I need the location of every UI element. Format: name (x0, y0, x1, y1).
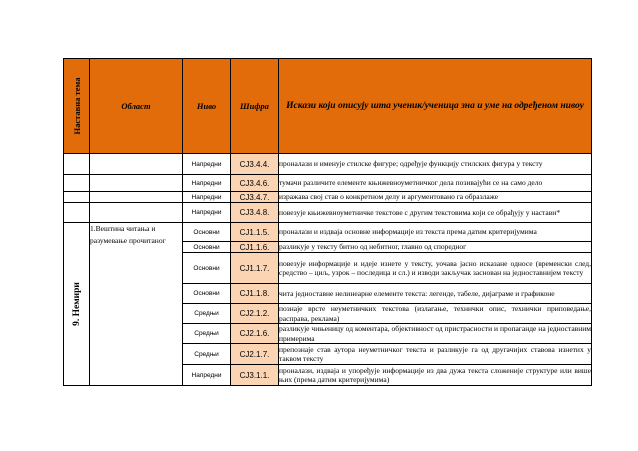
theme-empty-cell (64, 203, 90, 223)
header-code: Шифра (231, 59, 279, 154)
level-cell: Средњи (183, 304, 231, 324)
table-row (64, 223, 592, 242)
level-cell: Средњи (183, 324, 231, 344)
level-cell: Напредни (183, 154, 231, 175)
description-cell: проналази и именује стилске фигуре; одређује функцију стилских фигура у тексту (279, 154, 592, 175)
description-cell: познаје врсте неуметничких текстова (излагање, технички опис, технички приповедање, расправа, реклама) (279, 304, 591, 323)
area-empty-cell (90, 175, 183, 192)
table-row (64, 203, 592, 223)
description-cell: проналази, издваја и упоређује информације из два дужа текста сложеније структуре или више њих (према датим критеријумима) (279, 365, 591, 384)
standards-table (63, 58, 592, 386)
description-cell: повезује информације и идеје изнете у тексту, уочава јасно исказане односе (временски след, средство – циљ, узрок – последица и сл.) и изводи закључак заснован на једноставнијем тексту (279, 253, 592, 284)
description-cell: препознаје став аутора неуметничког текста и разликује га од другачијих ставова изнетих у таквом тексту (279, 344, 591, 363)
level-cell: Основни (183, 223, 231, 242)
level-cell: Основни (183, 242, 231, 253)
theme-label: 9. Немири (71, 282, 82, 326)
theme-cell (64, 223, 90, 386)
code-cell: СЈ3.1.1. (231, 365, 279, 386)
header-row (64, 59, 592, 154)
code-cell: СЈ3.4.7. (231, 192, 279, 203)
header-theme-label: Наставна тема (71, 77, 82, 135)
theme-empty-cell (64, 175, 90, 192)
table-row (64, 154, 592, 175)
description-cell: повезује књижевноуметничке текстове с другим текстовима који се обрађују у настави* (279, 203, 592, 223)
area-empty-cell (90, 154, 183, 175)
code-cell: СЈ3.4.4. (231, 154, 279, 175)
code-cell: СЈ3.4.6. (231, 175, 279, 192)
header-theme (64, 59, 90, 154)
table-row (64, 192, 592, 203)
theme-empty-cell (64, 154, 90, 175)
theme-empty-cell (64, 192, 90, 203)
code-cell: СЈ1.1.7. (231, 253, 279, 284)
table-row (64, 175, 592, 192)
description-cell: разликује у тексту битно од небитног, главно од споредног (279, 242, 592, 253)
area-empty-cell (90, 203, 183, 223)
code-cell: СЈ1.1.6. (231, 242, 279, 253)
area-cell: 1.Вештина читања и разумевање прочитаног (90, 223, 183, 386)
area-empty-cell (90, 192, 183, 203)
code-cell: СЈ1.1.8. (231, 284, 279, 304)
description-cell: разликује чињеницу од коментара, објективност од пристрасности и пропаганде на једноставним примерима (279, 324, 591, 343)
code-cell: СЈ2.1.6. (231, 324, 279, 344)
level-cell: Напредни (183, 365, 231, 386)
description-cell: изражава свој став о конкретном делу и аргументовано га образлаже (279, 192, 592, 203)
header-level: Ниво (183, 59, 231, 154)
level-cell: Основни (183, 253, 231, 284)
code-cell: СЈ2.1.7. (231, 344, 279, 365)
level-cell: Средњи (183, 344, 231, 365)
header-area: Област (90, 59, 183, 154)
level-cell: Основни (183, 284, 231, 304)
code-cell: СЈ3.4.8. (231, 203, 279, 223)
level-cell: Напредни (183, 203, 231, 223)
description-cell: тумачи различите елементе књижевноуметничког дела позивајући се на само дело (279, 175, 592, 192)
code-cell: СЈ2.1.2. (231, 304, 279, 324)
description-cell: проналази и издваја основне информације из текста према датим критеријумима (279, 223, 592, 242)
level-cell: Напредни (183, 175, 231, 192)
level-cell: Напредни (183, 192, 231, 203)
header-description: Искази који описују шта ученик/ученица зна и уме на одређеном нивоу (279, 59, 592, 154)
description-cell: чита једноставне нелинеарне елементе текста: легенде, табеле, дијаграме и графиконе (279, 284, 592, 304)
code-cell: СЈ1.1.5. (231, 223, 279, 242)
